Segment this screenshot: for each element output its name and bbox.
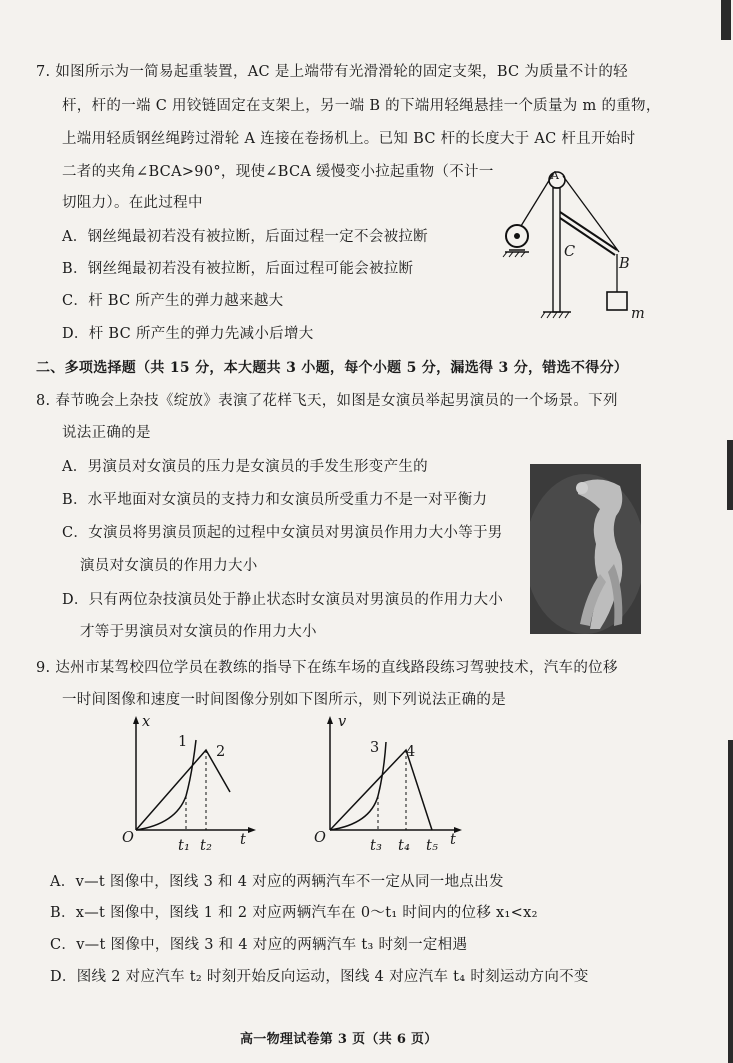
v-t-x-label: t — [450, 832, 457, 848]
x-t-graph — [118, 712, 258, 860]
crane-label-a: A — [551, 169, 560, 182]
v-t-t5-label: t₅ — [426, 838, 439, 854]
x-t-origin: O — [122, 830, 135, 846]
v-t-curve-3-label: 3 — [370, 740, 380, 756]
q7-option-a: A．钢丝绳最初若没有被拉断，后面过程一定不会被拉断 — [62, 229, 428, 245]
x-t-t2-label: t₂ — [200, 838, 213, 854]
crane-label-b: B — [619, 256, 630, 272]
x-t-y-label: x — [142, 714, 151, 730]
acrobat-photo — [530, 464, 641, 634]
q8-line2: 说法正确的是 — [62, 425, 151, 441]
q7-option-b: B．钢丝绳最初若没有被拉断，后面过程可能会被拉断 — [62, 261, 414, 277]
v-t-t4-label: t₄ — [398, 838, 411, 854]
page-footer: 高一物理试卷第 3 页（共 6 页） — [240, 1032, 438, 1047]
q7-line2: 杆，杆的一端 C 用铰链固定在支架上，另一端 B 的下端用轻绳悬挂一个质量为 m 的重物， — [62, 98, 661, 114]
q8-option-c1: C．女演员将男演员顶起的过程中女演员对男演员作用力大小等于男 — [62, 525, 503, 541]
q7-line4: 二者的夹角∠BCA>90°，现使∠BCA 缓慢变小拉起重物（不计一 — [62, 164, 494, 180]
crane-label-c: C — [564, 244, 576, 260]
q8-option-b: B．水平地面对女演员的支持力和女演员所受重力不是一对平衡力 — [62, 492, 488, 508]
crane-label-m: m — [631, 306, 646, 322]
q7-line1: 7. 如图所示为一简易起重装置，AC 是上端带有光滑滑轮的固定支架，BC 为质量不计的轻 — [36, 64, 628, 80]
x-t-x-label: t — [240, 832, 247, 848]
q9-option-d: D．图线 2 对应汽车 t₂ 时刻开始反向运动，图线 4 对应汽车 t₄ 时刻运动方向不变 — [50, 969, 589, 985]
q8-option-d1: D．只有两位杂技演员处于静止状态时女演员对男演员的作用力大小 — [62, 592, 504, 608]
v-t-t3-label: t₃ — [370, 838, 383, 854]
q7-option-d: D．杆 BC 所产生的弹力先减小后增大 — [62, 326, 314, 342]
q8-option-a: A．男演员对女演员的压力是女演员的手发生形变产生的 — [62, 459, 428, 475]
scan-edge-mid — [727, 440, 733, 510]
scan-edge-top — [721, 0, 731, 40]
q7-line3: 上端用轻质钢丝绳跨过滑轮 A 连接在卷扬机上。已知 BC 杆的长度大于 AC 杆且开始时 — [62, 131, 636, 147]
v-t-y-label: v — [338, 714, 347, 730]
q7-line5: 切阻力）。在此过程中 — [62, 195, 203, 211]
section-2-heading: 二、多项选择题（共 15 分，本大题共 3 小题，每个小题 5 分，漏选得 3 分，错选不得分） — [36, 360, 629, 376]
scan-edge-bottom — [728, 740, 733, 1063]
q8-option-c2: 演员对女演员的作用力大小 — [80, 558, 258, 574]
q9-line1: 9. 达州市某驾校四位学员在教练的指导下在练车场的直线路段练习驾驶技术，汽车的位移 — [36, 660, 618, 676]
x-t-t1-label: t₁ — [178, 838, 191, 854]
q9-option-c: C．v—t 图像中，图线 3 和 4 对应的两辆汽车 t₃ 时刻一定相遇 — [50, 937, 468, 953]
crane-figure — [495, 168, 655, 323]
q8-line1: 8. 春节晚会上杂技《绽放》表演了花样飞天，如图是女演员举起男演员的一个场景。下列 — [36, 393, 618, 409]
x-t-curve-1-label: 1 — [178, 734, 188, 750]
q7-option-c: C．杆 BC 所产生的弹力越来越大 — [62, 293, 284, 309]
q9-line2: 一时间图像和速度一时间图像分别如下图所示，则下列说法正确的是 — [62, 692, 506, 708]
q9-option-b: B．x—t 图像中，图线 1 和 2 对应两辆汽车在 0～t₁ 时间内的位移 x₁<x₂ — [50, 905, 538, 921]
v-t-curve-4-label: 4 — [406, 744, 416, 760]
x-t-curve-2-label: 2 — [216, 744, 226, 760]
q9-option-a: A．v—t 图像中，图线 3 和 4 对应的两辆汽车不一定从同一地点出发 — [50, 874, 504, 890]
v-t-graph — [308, 712, 468, 860]
v-t-origin: O — [314, 830, 327, 846]
q8-option-d2: 才等于男演员对女演员的作用力大小 — [80, 624, 317, 640]
